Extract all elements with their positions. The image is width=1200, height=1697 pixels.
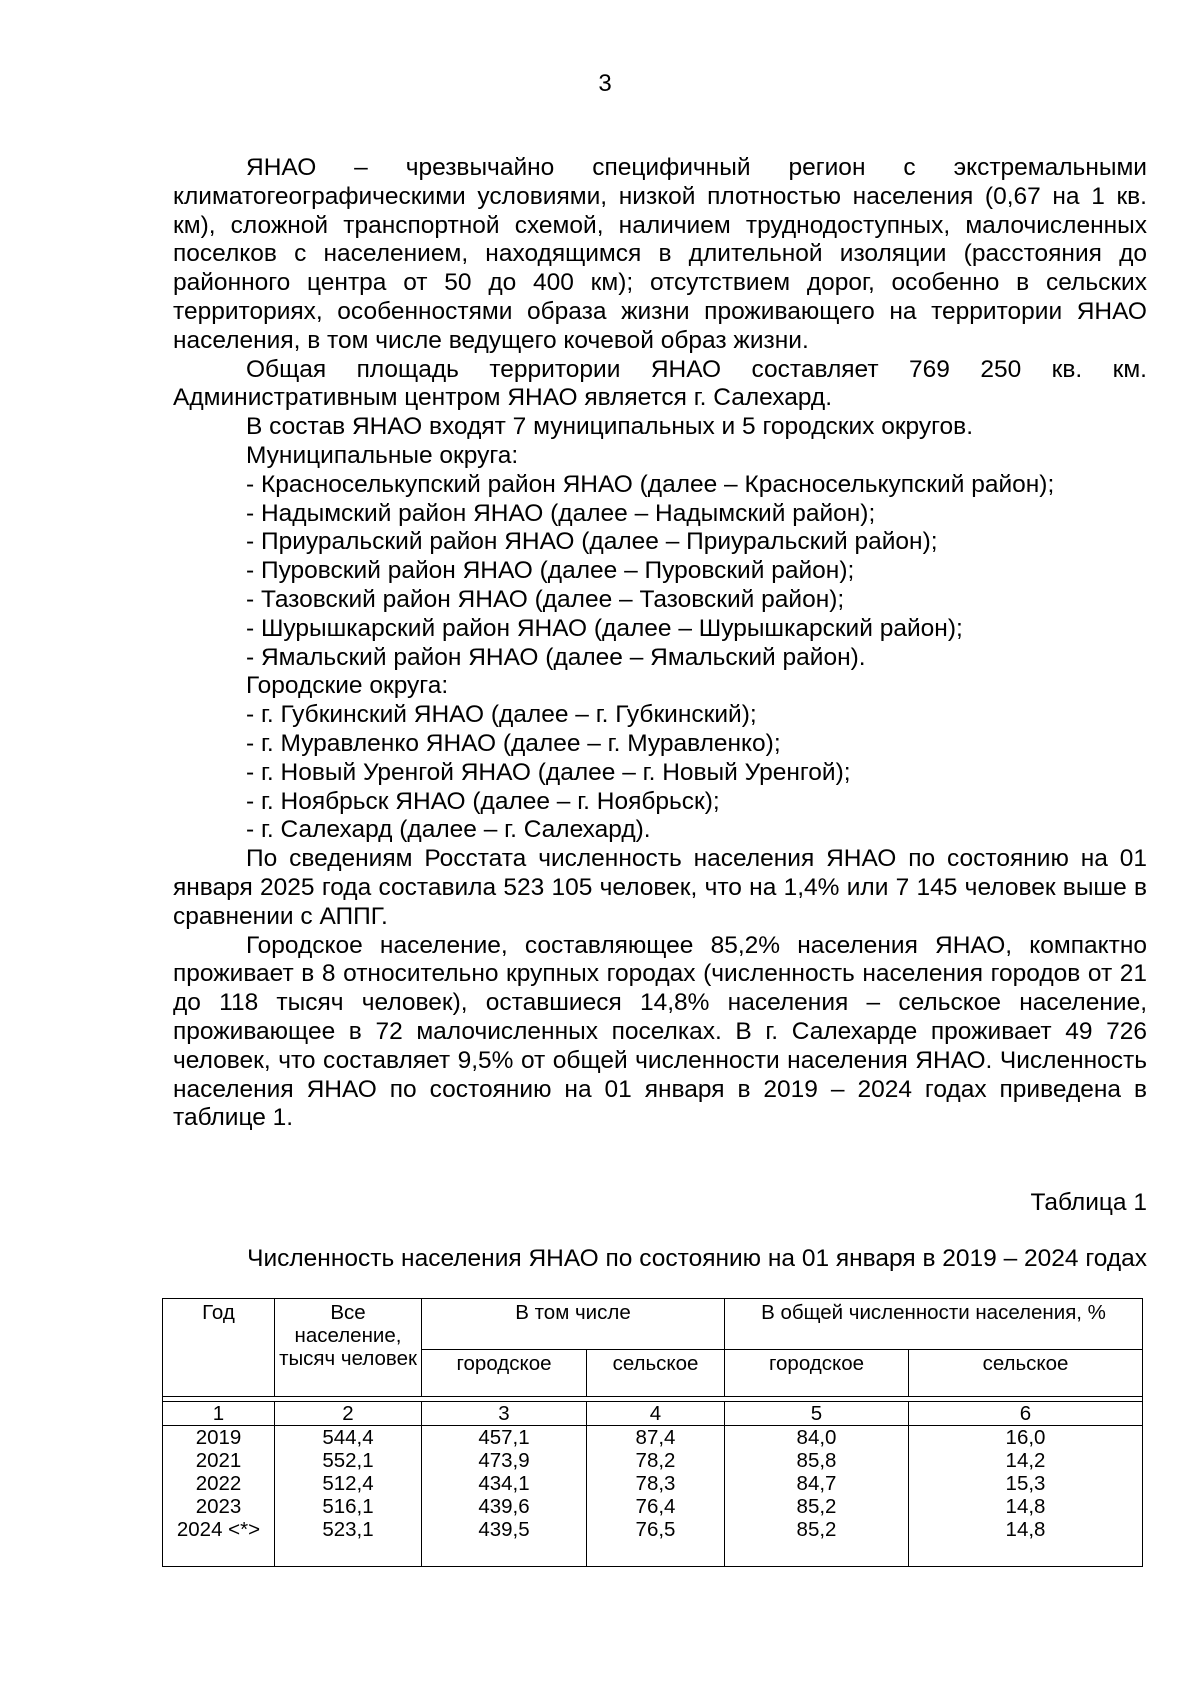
cell-year: 2024 <*> — [163, 1518, 275, 1567]
cell-rural: 78,2 — [587, 1449, 725, 1472]
list-item-urban: - г. Ноябрьск ЯНАО (далее – г. Ноябрьск); — [246, 787, 720, 815]
column-number: 5 — [725, 1402, 909, 1426]
cell-rural: 78,3 — [587, 1472, 725, 1495]
list-item-municipal: - Приуральский район ЯНАО (далее – Приуральский район); — [246, 528, 938, 556]
table-title: Численность населения ЯНАО по состоянию на 01 января в 2019 – 2024 годах — [247, 1245, 1147, 1272]
cell-rural-pct: 14,8 — [909, 1495, 1143, 1518]
header-rural: сельское — [587, 1350, 725, 1397]
cell-urban: 439,5 — [422, 1518, 587, 1567]
column-number: 3 — [422, 1402, 587, 1426]
cell-urban: 434,1 — [422, 1472, 587, 1495]
urban-heading: Городские округа: — [246, 672, 449, 700]
list-item-urban: - г. Новый Уренгой ЯНАО (далее – г. Новый Уренгой); — [246, 758, 851, 786]
column-number: 1 — [163, 1402, 275, 1426]
cell-year: 2019 — [163, 1426, 275, 1450]
paragraph-area: Общая площадь территории ЯНАО составляет 769 250 кв. км. Административным центром ЯНАО является г. Салехард. — [173, 355, 1147, 412]
municipal-heading: Муниципальные округа: — [246, 441, 519, 469]
header-urban-pct: городское — [725, 1350, 909, 1397]
cell-rural-pct: 14,8 — [909, 1518, 1143, 1567]
list-item-urban: - г. Салехард (далее – г. Салехард). — [246, 816, 651, 844]
list-item-municipal: - Ямальский район ЯНАО (далее – Ямальский район). — [246, 643, 866, 671]
table-label: Таблица 1 — [1030, 1189, 1147, 1216]
table-row — [163, 1449, 1143, 1472]
cell-urban: 473,9 — [422, 1449, 587, 1472]
list-item-municipal: - Шурышкарский район ЯНАО (далее – Шурышкарский район); — [246, 614, 963, 642]
cell-year: 2022 — [163, 1472, 275, 1495]
paragraph-population: По сведениям Росстата численность населения ЯНАО по состоянию на 01 января 2025 года составила 523 105 человек, что на 1,4% или 7 145 человек выше в сравнении с АППГ. — [173, 845, 1147, 930]
population-table — [162, 1298, 1142, 1567]
header-rural-pct: сельское — [909, 1350, 1143, 1397]
cell-year: 2023 — [163, 1495, 275, 1518]
header-total: Все население, тысяч человек — [275, 1299, 422, 1397]
cell-total: 552,1 — [275, 1449, 422, 1472]
cell-year: 2021 — [163, 1449, 275, 1472]
list-item-municipal: - Пуровский район ЯНАО (далее – Пуровский район); — [246, 557, 855, 585]
cell-total: 544,4 — [275, 1426, 422, 1450]
cell-rural: 87,4 — [587, 1426, 725, 1450]
cell-urban-pct: 85,2 — [725, 1518, 909, 1567]
header-share: В общей численности населения, % — [725, 1299, 1143, 1350]
cell-rural-pct: 15,3 — [909, 1472, 1143, 1495]
paragraph-composition: В состав ЯНАО входят 7 муниципальных и 5 городских округов. — [246, 413, 974, 441]
cell-urban-pct: 85,2 — [725, 1495, 909, 1518]
table-row — [163, 1426, 1143, 1450]
list-item-municipal: - Тазовский район ЯНАО (далее – Тазовский район); — [246, 585, 845, 613]
cell-rural-pct: 14,2 — [909, 1449, 1143, 1472]
column-number: 4 — [587, 1402, 725, 1426]
cell-urban-pct: 84,7 — [725, 1472, 909, 1495]
header-including: В том числе — [422, 1299, 725, 1350]
cell-total: 512,4 — [275, 1472, 422, 1495]
cell-rural: 76,5 — [587, 1518, 725, 1567]
cell-total: 516,1 — [275, 1495, 422, 1518]
paragraph-urban-population: Городское население, составляющее 85,2% населения ЯНАО, компактно проживает в 8 относительно крупных городах (численность населения городов от 21 до 118 тысяч человек), оставшиеся 14,8% населения – сельское население, проживающее в 72 малочисленных поселках. В г. Салехарде проживает 49 726 человек, что составляет 9,5% от общей численности населения ЯНАО. Численность населения ЯНАО по состоянию на 01 января в 2019 – 2024 годах приведена в таблице 1. — [173, 931, 1147, 1132]
column-number: 6 — [909, 1402, 1143, 1426]
header-urban: городское — [422, 1350, 587, 1397]
paragraph-region-description: ЯНАО – чрезвычайно специфичный регион с экстремальными климатогеографическими условиями, низкой плотностью населения (0,67 на 1 кв. км), сложной транспортной схемой, наличием труднодоступных, малочисленных поселков с населением, находящимся в длительной изоляции (расстояния до районного центра от 50 до 400 км); отсутствием дорог, особенно в сельских территориях, особенностями образа жизни проживающего на территории ЯНАО населения, в том числе ведущего кочевой образ жизни. — [173, 154, 1147, 354]
column-number: 2 — [275, 1402, 422, 1426]
header-year: Год — [163, 1299, 275, 1397]
page-number: 3 — [598, 70, 612, 97]
cell-urban-pct: 84,0 — [725, 1426, 909, 1450]
body-text — [173, 154, 1147, 1133]
cell-urban-pct: 85,8 — [725, 1449, 909, 1472]
cell-urban: 457,1 — [422, 1426, 587, 1450]
table-row — [163, 1518, 1143, 1567]
list-item-municipal: - Красноселькупский район ЯНАО (далее – Красноселькупский район); — [246, 470, 1055, 498]
cell-rural: 76,4 — [587, 1495, 725, 1518]
cell-urban: 439,6 — [422, 1495, 587, 1518]
list-item-municipal: - Надымский район ЯНАО (далее – Надымский район); — [246, 499, 876, 527]
list-item-urban: - г. Губкинский ЯНАО (далее – г. Губкинский); — [246, 701, 757, 729]
cell-rural-pct: 16,0 — [909, 1426, 1143, 1450]
table-row — [163, 1472, 1143, 1495]
table-row — [163, 1495, 1143, 1518]
cell-total: 523,1 — [275, 1518, 422, 1567]
list-item-urban: - г. Муравленко ЯНАО (далее – г. Муравленко); — [246, 729, 781, 757]
